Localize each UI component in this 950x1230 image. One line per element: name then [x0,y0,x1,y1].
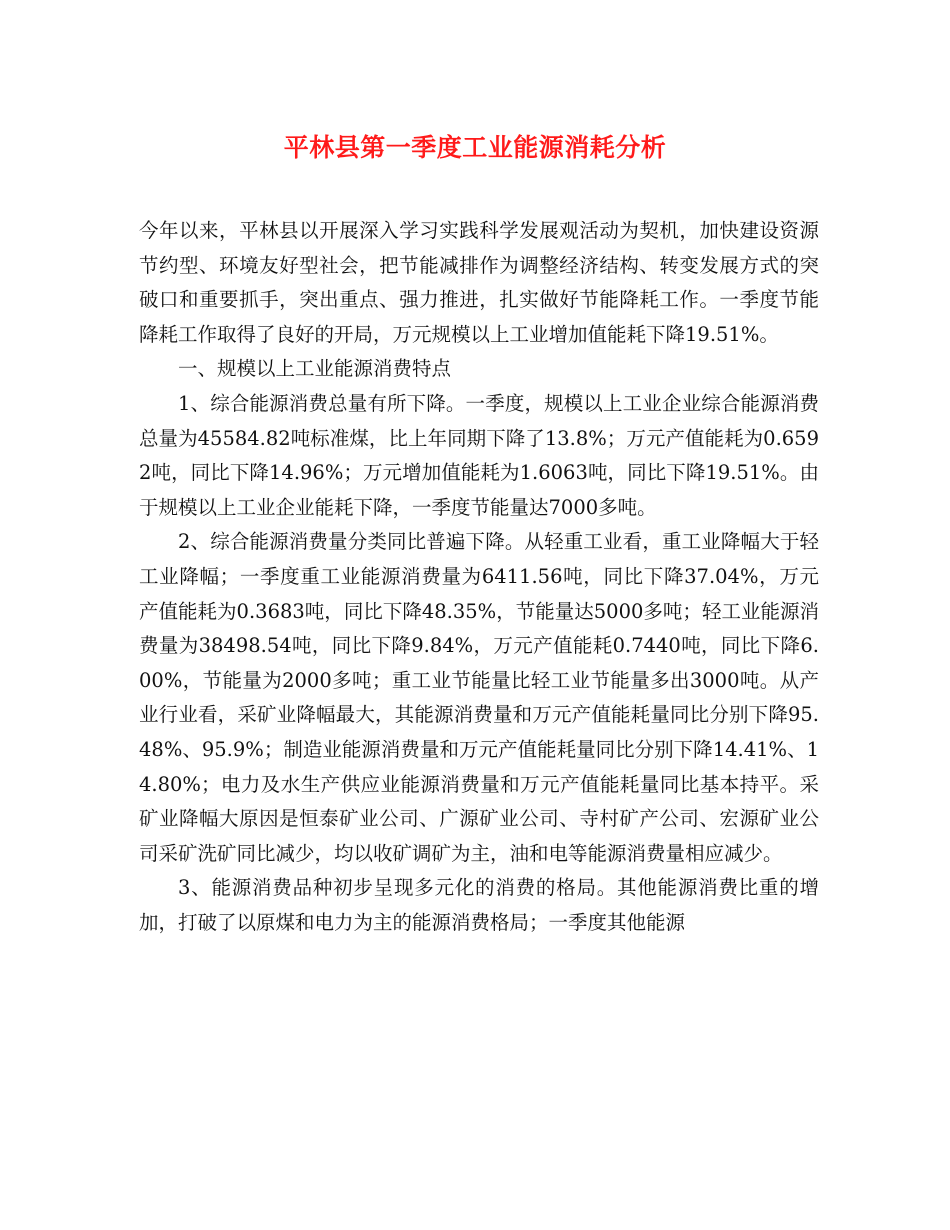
paragraph-point-1: 1、综合能源消费总量有所下降。一季度，规模以上工业企业综合能源消费总量为45584.82吨标准煤，比上年同期下降了13.8%；万元产值能耗为0.6592吨，同比下降14.96%；万元增加值能耗为1.6063吨，同比下降19.51%。由于规模以上工业企业能耗下降，一季度节能量达7000多吨。 [139,391,819,519]
section-heading: 一、规模以上工业能源消费特点 [178,357,452,381]
intro-paragraph: 今年以来，平林县以开展深入学习实践科学发展观活动为契机，加快建设资源节约型、环境友好型社会，把节能减排作为调整经济结构、转变发展方式的突破口和重要抓手，突出重点、强力推进，扎实做好节能降耗工作。一季度节能降耗工作取得了良好的开局，万元规模以上工业增加值能耗下降19.51%。 [139,219,819,346]
document-title: 平林县第一季度工业能源消耗分析 [283,133,667,162]
document-body [139,214,819,940]
paragraph-point-3: 3、能源消费品种初步呈现多元化的消费的格局。其他能源消费比重的增加，打破了以原煤和电力为主的能源消费格局；一季度其他能源 [139,876,819,934]
paragraph-point-2: 2、综合能源消费量分类同比普遍下降。从轻重工业看，重工业降幅大于轻工业降幅；一季度重工业能源消费量为6411.56吨，同比下降37.04%，万元产值能耗为0.3683吨，同比下降48.35%，节能量达5000多吨；轻工业能源消费量为38498.54吨，同比下降9.84%，万元产值能耗0.7440吨，同比下降6.00%，节能量为2000多吨；重工业节能量比轻工业节能量多出3000吨。从产业行业看，采矿业降幅最大，其能源消费量和万元产值能耗量同比分别下降95.48%、95.9%；制造业能源消费量和万元产值能耗量同比分别下降14.41%、14.80%；电力及水生产供应业能源消费量和万元产值能耗量同比基本持平。采矿业降幅大原因是恒泰矿业公司、广源矿业公司、寺村矿产公司、宏源矿业公司采矿洗矿同比减少，均以收矿调矿为主，油和电等能源消费量相应减少。 [139,530,819,865]
